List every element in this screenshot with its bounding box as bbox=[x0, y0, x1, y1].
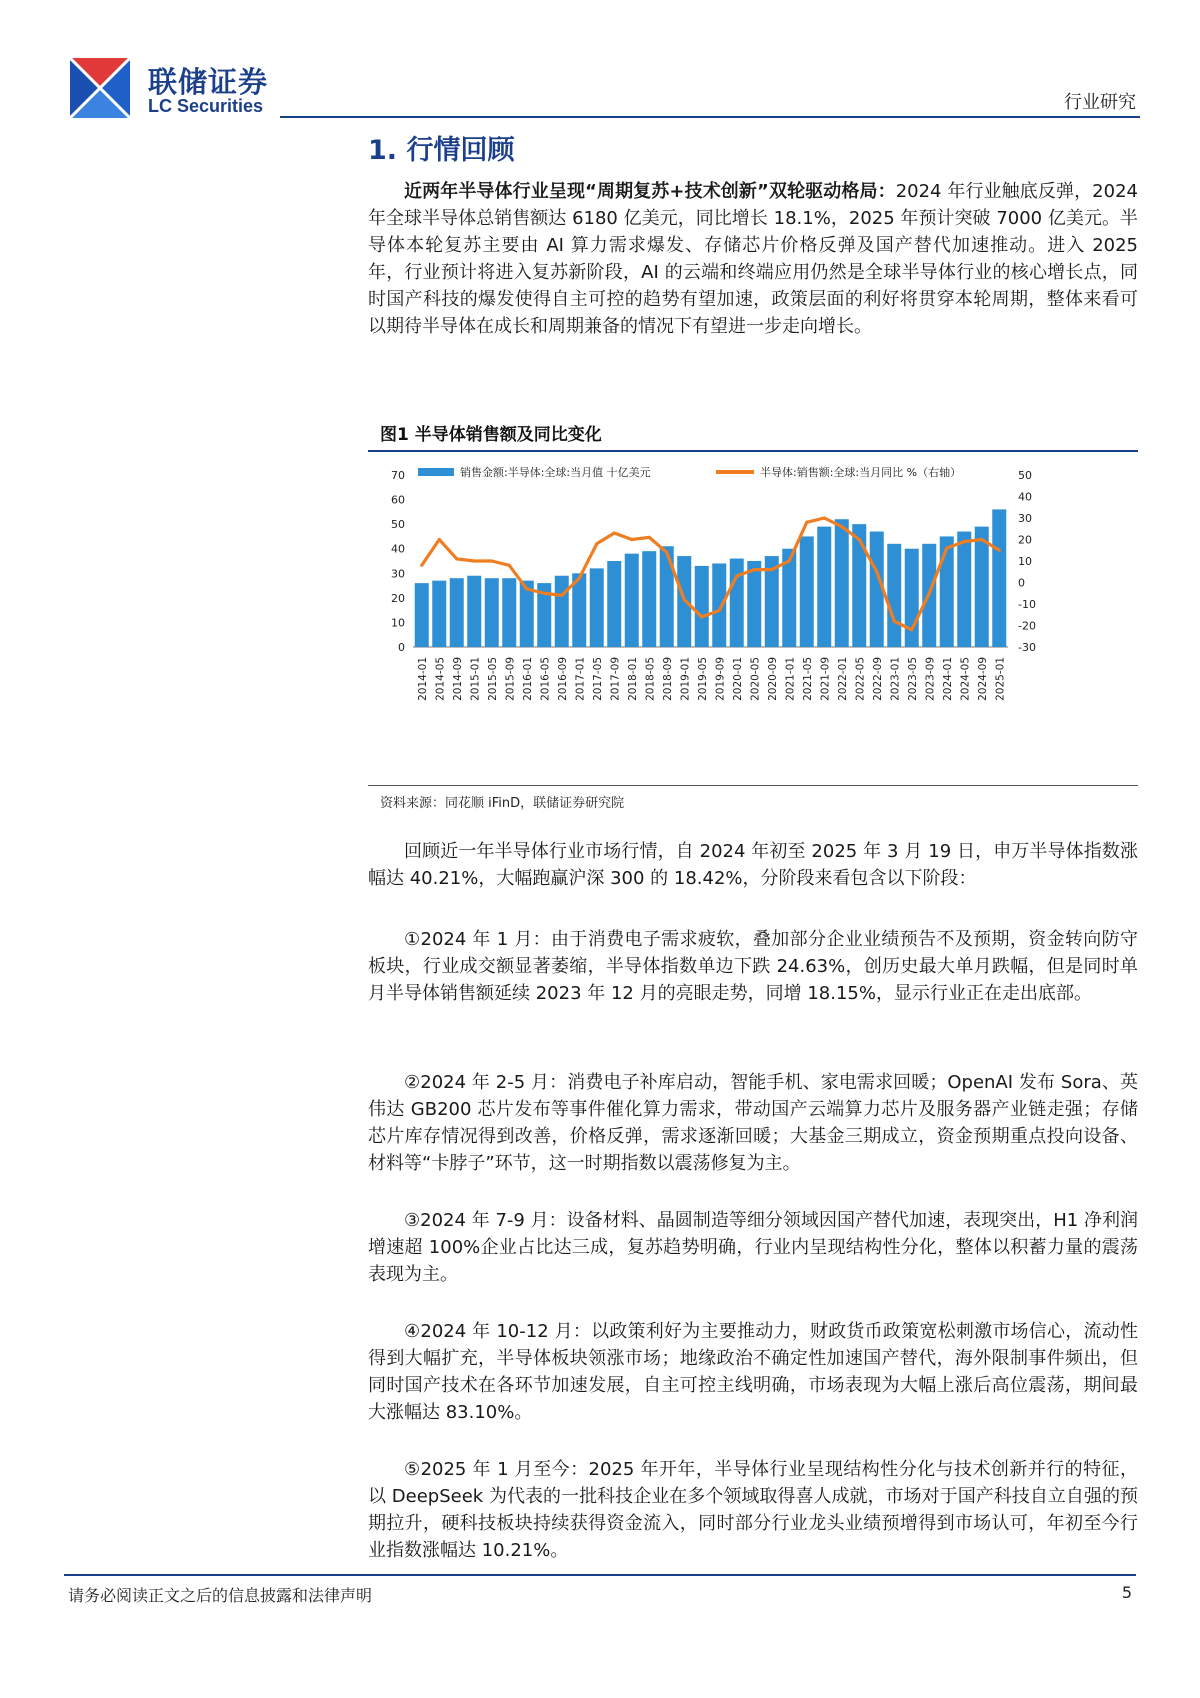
line-point bbox=[858, 538, 861, 541]
line-point bbox=[910, 628, 913, 631]
line-point bbox=[455, 557, 458, 560]
intro-paragraph bbox=[368, 178, 1138, 340]
legend-label-bar: 销售金额:半导体:全球:当月值 十亿美元 bbox=[460, 466, 651, 479]
y-left-tick-label: 0 bbox=[398, 641, 405, 654]
sales-chart bbox=[368, 455, 1138, 780]
line-point bbox=[508, 564, 511, 567]
x-tick-label: 2015-01 bbox=[469, 657, 482, 701]
legend-label-line: 半导体:销售额:全球:当月同比 %（右轴） bbox=[760, 466, 962, 479]
y-left-tick-label: 30 bbox=[391, 567, 405, 581]
bar bbox=[957, 532, 971, 647]
bar bbox=[607, 561, 621, 647]
bar bbox=[747, 561, 761, 647]
x-tick-label: 2024-01 bbox=[941, 657, 954, 701]
y-right-tick-label: 50 bbox=[1018, 469, 1032, 482]
x-tick-label: 2025-01 bbox=[994, 657, 1007, 701]
line-point bbox=[998, 549, 1001, 552]
brand-name-cn: 联储证券 bbox=[148, 65, 269, 99]
x-tick-label: 2017-05 bbox=[591, 657, 604, 701]
page-number: 5 bbox=[1121, 1583, 1132, 1602]
y-right-tick-label: 10 bbox=[1018, 555, 1032, 568]
x-tick-label: 2021-01 bbox=[784, 657, 797, 701]
line-point bbox=[823, 516, 826, 519]
x-tick-label: 2014-09 bbox=[451, 657, 464, 701]
x-tick-label: 2023-09 bbox=[924, 657, 937, 701]
line-point bbox=[560, 594, 563, 597]
bar-series bbox=[415, 509, 1007, 647]
line-point bbox=[683, 598, 686, 601]
bar bbox=[502, 578, 516, 647]
line-point bbox=[420, 564, 423, 567]
figure-title: 图1 半导体销售额及同比变化 bbox=[380, 425, 602, 445]
bar bbox=[887, 544, 901, 647]
line-point bbox=[490, 559, 493, 562]
x-tick-label: 2020-01 bbox=[731, 657, 744, 701]
y-left-tick-label: 50 bbox=[391, 518, 405, 532]
company-logo-icon bbox=[70, 58, 130, 118]
line-point bbox=[980, 538, 983, 541]
bar bbox=[800, 536, 814, 647]
y-left-tick-label: 20 bbox=[391, 591, 405, 605]
line-point bbox=[665, 551, 668, 554]
bar bbox=[905, 549, 919, 647]
line-point bbox=[945, 547, 948, 550]
y-right-tick-label: 30 bbox=[1018, 512, 1032, 525]
line-point bbox=[648, 536, 651, 539]
y-right-tick-label: 40 bbox=[1018, 490, 1032, 504]
x-tick-label: 2015-05 bbox=[486, 657, 499, 701]
figure-top-rule bbox=[368, 450, 1138, 452]
bar bbox=[450, 578, 464, 647]
y-left-tick-label: 40 bbox=[391, 542, 405, 556]
footer-divider bbox=[64, 1574, 1136, 1576]
line-point bbox=[805, 521, 808, 524]
line-point bbox=[525, 587, 528, 590]
bar bbox=[485, 578, 499, 647]
report-category: 行业研究 bbox=[1064, 92, 1136, 113]
review-text-4: ③2024 年 7-9 月：设备材料、晶圆制造等细分领域因国产替代加速，表现突出，H1 净利润增速超 100%企业占比达三成，复苏趋势明确，行业内呈现结构性分化，整体以积蓄力量的震荡表现为主。 bbox=[368, 1210, 1138, 1285]
x-tick-label: 2014-01 bbox=[416, 657, 429, 701]
y-right-tick-label: -10 bbox=[1018, 598, 1036, 611]
x-tick-label: 2018-09 bbox=[661, 657, 674, 701]
x-tick-label: 2016-09 bbox=[556, 657, 569, 701]
bar bbox=[415, 583, 429, 647]
line-point bbox=[788, 559, 791, 562]
review-text-6: ⑤2025 年 1 月至今：2025 年开年，半导体行业呈现结构性分化与技术创新并行的特征，以 DeepSeek 为代表的一批科技企业在多个领域取得喜人成就，市场对于国产科技自立自强的预期拉升，硬科技板块持续获得资金流入，同时部分行业龙头业绩预增得到市场认可，年初至今行业指数涨幅达 10.21%。 bbox=[368, 1459, 1138, 1561]
figure-bottom-rule bbox=[368, 785, 1138, 786]
x-tick-label: 2019-09 bbox=[714, 657, 727, 701]
x-tick-label: 2024-09 bbox=[976, 657, 989, 701]
intro-lead: 近两年半导体行业呈现“周期复苏+技术创新”双轮驱动格局： bbox=[404, 181, 896, 202]
chart-legend bbox=[418, 465, 961, 479]
review-text-2: ①2024 年 1 月：由于消费电子需求疲软，叠加部分企业业绩预告不及预期，资金转向防守板块，行业成交额显著萎缩，半导体指数单边下跌 24.63%，创历史最大单月跌幅，但是同时单月半导体销售额延续 2023 年 12 月的亮眼走势，同增 18.15%，显示行业正在走出底部。 bbox=[368, 929, 1138, 1004]
bar bbox=[712, 563, 726, 647]
line-point bbox=[543, 592, 546, 595]
bar bbox=[835, 519, 849, 647]
bar bbox=[992, 509, 1006, 647]
x-tick-label: 2023-05 bbox=[906, 657, 919, 701]
x-tick-label: 2018-05 bbox=[644, 657, 657, 701]
x-tick-label: 2022-09 bbox=[871, 657, 884, 701]
bar bbox=[625, 554, 639, 647]
line-point bbox=[770, 568, 773, 571]
line-point bbox=[473, 559, 476, 562]
bar bbox=[940, 536, 954, 647]
bar bbox=[817, 527, 831, 647]
review-paragraph-3 bbox=[368, 1069, 1138, 1177]
x-tick-label: 2020-05 bbox=[749, 657, 762, 701]
line-point bbox=[840, 525, 843, 528]
figure-source: 资料来源：同花顺 iFinD，联储证券研究院 bbox=[380, 796, 625, 811]
x-tick-label: 2022-01 bbox=[836, 657, 849, 701]
x-tick-label: 2022-05 bbox=[854, 657, 867, 701]
x-tick-label: 2019-01 bbox=[679, 657, 692, 701]
x-tick-label: 2023-01 bbox=[889, 657, 902, 701]
review-paragraph-1 bbox=[368, 838, 1138, 892]
bar bbox=[730, 559, 744, 647]
footer-disclaimer: 请务必阅读正文之后的信息披露和法律声明 bbox=[68, 1586, 373, 1605]
x-tick-label: 2021-05 bbox=[801, 657, 814, 701]
line-point bbox=[875, 570, 878, 573]
line-point bbox=[735, 574, 738, 577]
line-point bbox=[718, 609, 721, 612]
page-header bbox=[0, 0, 1200, 120]
bar bbox=[590, 568, 604, 647]
bar bbox=[642, 551, 656, 647]
line-point bbox=[578, 577, 581, 580]
line-point bbox=[630, 538, 633, 541]
bar bbox=[555, 576, 569, 647]
brand-name-en: LC Securities bbox=[148, 96, 264, 116]
x-tick-label: 2018-01 bbox=[626, 657, 639, 701]
y-left-tick-label: 10 bbox=[391, 616, 405, 630]
y-right-tick-label: -30 bbox=[1018, 641, 1036, 654]
bar bbox=[467, 576, 481, 647]
line-point bbox=[928, 592, 931, 595]
legend-swatch-bar bbox=[418, 468, 454, 476]
line-point bbox=[893, 620, 896, 623]
review-paragraph-5 bbox=[368, 1318, 1138, 1426]
review-text-5: ④2024 年 10-12 月：以政策利好为主要推动力，财政货币政策宽松刺激市场信心，流动性得到大幅扩充，半导体板块领涨市场；地缘政治不确定性加速国产替代，海外限制事件频出，但同时国产技术在各环节加速发展，自主可控主线明确，市场表现为大幅上涨后高位震荡，期间最大涨幅达 83.10%。 bbox=[368, 1321, 1138, 1423]
y-left-tick-label: 70 bbox=[391, 469, 405, 482]
line-point bbox=[595, 542, 598, 545]
y-right-tick-label: 0 bbox=[1018, 576, 1025, 590]
bar bbox=[695, 566, 709, 647]
line-point bbox=[700, 615, 703, 618]
bar bbox=[975, 527, 989, 647]
x-tick-label: 2024-05 bbox=[959, 657, 972, 701]
x-tick-label: 2016-01 bbox=[521, 657, 534, 701]
line-point bbox=[613, 531, 616, 534]
x-tick-label: 2016-05 bbox=[539, 657, 552, 701]
line-point bbox=[753, 568, 756, 571]
review-text-3: ②2024 年 2-5 月：消费电子补库启动，智能手机、家电需求回暖；OpenAI 发布 Sora、英伟达 GB200 芯片发布等事件催化算力需求，带动国产云端算力芯片及服务器产业链走强；存储芯片库存情况得到改善，价格反弹，需求逐渐回暖；大基金三期成立，资金预期重点投向设备、材料等“卡脖子”环节，这一时期指数以震荡修复为主。 bbox=[368, 1072, 1138, 1174]
y-left-tick-label: 60 bbox=[391, 493, 405, 507]
header-divider bbox=[280, 116, 1140, 118]
x-tick-label: 2021-09 bbox=[819, 657, 832, 701]
y-right-tick-label: -20 bbox=[1018, 619, 1036, 633]
x-tick-label: 2020-09 bbox=[766, 657, 779, 701]
x-tick-label: 2017-09 bbox=[609, 657, 622, 701]
y-right-tick-label: 20 bbox=[1018, 533, 1032, 547]
section-title: 1. 行情回顾 bbox=[368, 135, 515, 166]
line-point bbox=[963, 540, 966, 543]
x-tick-label: 2015-09 bbox=[504, 657, 517, 701]
review-paragraph-4 bbox=[368, 1207, 1138, 1288]
x-tick-label: 2017-01 bbox=[574, 657, 587, 701]
review-paragraph-2 bbox=[368, 926, 1138, 1007]
x-tick-label: 2019-05 bbox=[696, 657, 709, 701]
x-tick-label: 2014-05 bbox=[434, 657, 447, 701]
bar bbox=[432, 581, 446, 647]
intro-body: 2024 年行业触底反弹，2024 年全球半导体总销售额达 6180 亿美元，同比增长 18.1%，2025 年预计突破 7000 亿美元。半导体本轮复苏主要由 AI 算力需求爆发、存储芯片价格反弹及国产替代加速推动。进入 2025 年，行业预计将进入复苏新阶段，AI 的云端和终端应用仍然是全球半导体行业的核心增长点，同时国产科技的爆发使得自主可控的趋势有望加速，政策层面的利好将贯穿本轮周期，整体来看可以期待半导体在成长和周期兼备的情况下有望进一步走向增长。 bbox=[368, 181, 1138, 337]
review-paragraph-6 bbox=[368, 1456, 1138, 1564]
line-point bbox=[438, 538, 441, 541]
review-text-1: 回顾近一年半导体行业市场行情，自 2024 年初至 2025 年 3 月 19 日，申万半导体指数涨幅达 40.21%，大幅跑赢沪深 300 的 18.42%，分阶段来看包含以下阶段： bbox=[368, 841, 1138, 889]
